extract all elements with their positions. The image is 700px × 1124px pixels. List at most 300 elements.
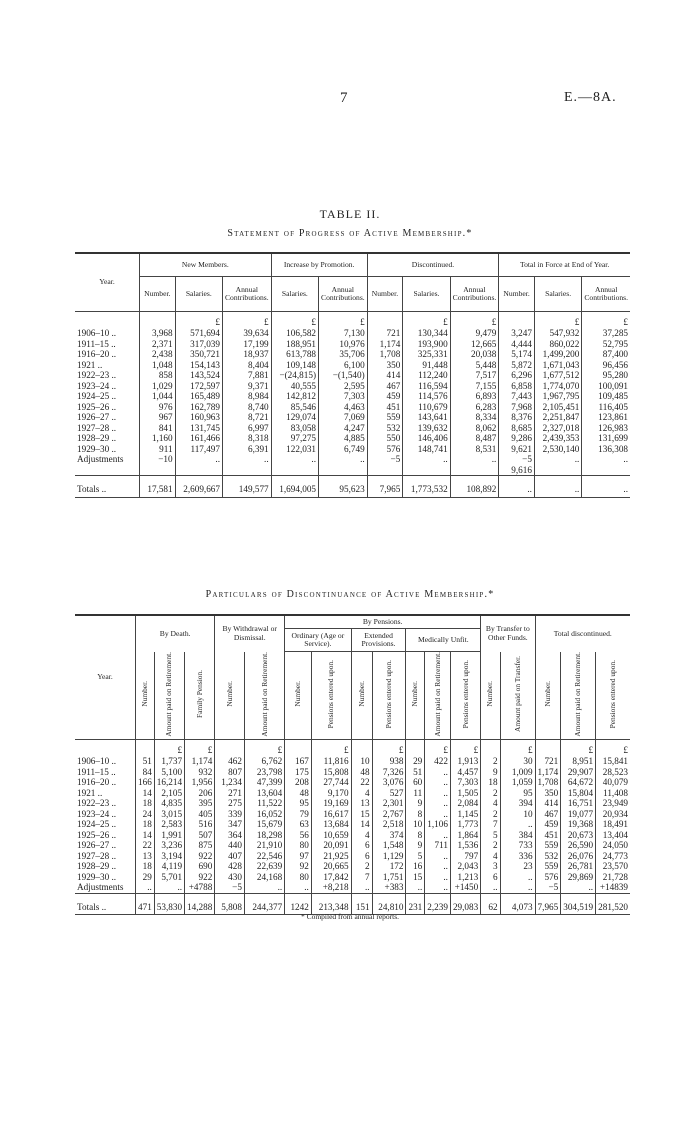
- column-header: [285, 652, 312, 740]
- table-cell: 10: [500, 809, 535, 820]
- table-cell: 4: [351, 788, 372, 799]
- table-cell: 462: [215, 756, 245, 767]
- table-cell: £: [534, 312, 581, 329]
- table-cell: 18: [136, 861, 155, 872]
- table-cell: 1,160: [140, 433, 176, 444]
- table-cell: 143,641: [403, 412, 450, 423]
- table-cell: 20,038: [450, 349, 499, 360]
- table-cell: 8,318: [222, 433, 271, 444]
- table-cell: 1,213: [450, 872, 480, 883]
- table-cell: 15: [351, 809, 372, 820]
- table-cell: 13: [136, 851, 155, 862]
- table-cell: 860,022: [534, 339, 581, 350]
- footnote: * Compiled from annual reports.: [300, 912, 400, 921]
- table-cell: [271, 465, 318, 476]
- table-cell: 162,789: [175, 402, 222, 413]
- table-cell: 161,466: [175, 433, 222, 444]
- table-cell: 459: [535, 819, 561, 830]
- column-header: Salaries.: [403, 277, 450, 312]
- table-cell: 26,076: [561, 851, 596, 862]
- table-cell: 1,536: [450, 840, 480, 851]
- table-cell: 92: [285, 861, 312, 872]
- table-cell: 110,679: [403, 402, 450, 413]
- table-cell: 53,830: [154, 893, 184, 915]
- table-cell: 6,749: [319, 444, 368, 455]
- table-row: [75, 861, 630, 872]
- table-cell: 96,456: [582, 360, 630, 371]
- column-header-label: Amount paid on Retirement.: [432, 652, 442, 737]
- table-cell: 83,058: [271, 423, 318, 434]
- table-cell: 576: [535, 872, 561, 883]
- table-cell: ..: [582, 454, 630, 465]
- table-row: [75, 402, 630, 413]
- table-cell: 4: [481, 798, 500, 809]
- row-label: 1921 ..: [77, 787, 103, 798]
- table-cell: 571,694: [175, 328, 222, 339]
- table-cell: 8,487: [450, 433, 499, 444]
- table-cell: 172,597: [175, 381, 222, 392]
- table-cell: 2,105,451: [534, 402, 581, 413]
- table-cell: ..: [450, 454, 499, 465]
- column-header-label: Amount paid on Transfer.: [512, 656, 522, 733]
- table-cell: 10,976: [319, 339, 368, 350]
- table-cell: 6: [481, 872, 500, 883]
- table-cell: 14,288: [185, 893, 215, 915]
- column-header: Salaries.: [175, 277, 222, 312]
- column-header-label: Pensions entered upon.: [384, 660, 394, 729]
- table-cell: 1,009: [500, 767, 535, 778]
- table-subtitle: Particulars of Discontinuance of Active Membership.*: [205, 589, 495, 600]
- row-label: 1922–23 ..: [77, 370, 117, 380]
- table-cell: 6,296: [499, 370, 535, 381]
- table-cell: £: [271, 312, 318, 329]
- table-cell: +8,218: [311, 882, 351, 893]
- table-row: [75, 381, 630, 392]
- row-label: [75, 312, 140, 329]
- table-cell: −(24,815): [271, 370, 318, 381]
- column-header: Salaries.: [271, 277, 318, 312]
- table-row: [75, 777, 630, 788]
- column-header-label: Amount paid on Retirement.: [164, 651, 174, 737]
- table-cell: £: [319, 312, 368, 329]
- row-label: 1906–10 ..: [77, 756, 117, 767]
- row-label: 1923–24 ..: [77, 808, 117, 819]
- table-cell: 35,706: [319, 349, 368, 360]
- table-cell: 938: [372, 756, 406, 767]
- table-cell: 2,530,140: [534, 444, 581, 455]
- table-cell: 60: [406, 777, 425, 788]
- row-label: 1922–23 ..: [77, 798, 117, 809]
- table-cell: 2: [351, 861, 372, 872]
- table-cell: −5: [499, 454, 535, 465]
- table-cell: 1,708: [535, 777, 561, 788]
- table-cell: 613,788: [271, 349, 318, 360]
- table-cell: 5,872: [499, 360, 535, 371]
- row-label: 1924–25 ..: [77, 819, 117, 830]
- row-label: Totals ..: [75, 893, 136, 915]
- table-cell: £: [244, 740, 284, 757]
- column-header: [425, 652, 451, 740]
- table-cell: 2: [481, 788, 500, 799]
- table-cell: 8,685: [499, 423, 535, 434]
- table-cell: 13: [351, 798, 372, 809]
- row-label: 1925–26 ..: [77, 829, 117, 840]
- table-cell: 27,744: [311, 777, 351, 788]
- table-row: [75, 851, 630, 862]
- table-cell: −5: [215, 882, 245, 893]
- table-cell: 527: [372, 788, 406, 799]
- table-cell: 2,439,353: [534, 433, 581, 444]
- table-cell: 1,174: [535, 767, 561, 778]
- table-cell: 16: [406, 861, 425, 872]
- table-cell: 8,404: [222, 360, 271, 371]
- table-cell: [215, 740, 245, 757]
- table-cell: ..: [425, 809, 451, 820]
- group-header: Discontinued.: [367, 253, 499, 277]
- table-row: [75, 809, 630, 820]
- table-row: [75, 465, 630, 476]
- table-cell: 8,740: [222, 402, 271, 413]
- table-cell: 29: [406, 756, 425, 767]
- column-header: [215, 652, 245, 740]
- table-subtitle: Statement of Progress of Active Membership.*: [227, 228, 473, 239]
- table-cell: 1,967,795: [534, 391, 581, 402]
- table-cell: 336: [500, 851, 535, 862]
- table-cell: 108,892: [450, 476, 499, 498]
- table-cell: 3,236: [154, 840, 184, 851]
- table-cell: 6,997: [222, 423, 271, 434]
- year-header: Year.: [75, 253, 140, 312]
- table-cell: +14839: [596, 882, 630, 893]
- table-cell: 26,781: [561, 861, 596, 872]
- progress-table: [75, 252, 630, 498]
- table-cell: 690: [185, 861, 215, 872]
- table-cell: 16,052: [244, 809, 284, 820]
- column-header-label: Number.: [485, 681, 495, 707]
- table-cell: 16,617: [311, 809, 351, 820]
- table-cell: 3,015: [154, 809, 184, 820]
- row-label: 1929–30 ..: [77, 871, 117, 882]
- table-row: [75, 339, 630, 350]
- table-cell: 3,194: [154, 851, 184, 862]
- table-cell: 123,861: [582, 412, 630, 423]
- table-cell: 15,679: [244, 819, 284, 830]
- column-header-label: Pensions entered upon.: [326, 660, 336, 729]
- table-cell: [285, 740, 312, 757]
- table-cell: 5,174: [499, 349, 535, 360]
- table-cell: 97: [285, 851, 312, 862]
- table-row: [75, 830, 630, 841]
- table-cell: 395: [185, 798, 215, 809]
- table-cell: 6,858: [499, 381, 535, 392]
- column-header-label: Number.: [293, 681, 302, 708]
- table-cell: ..: [285, 882, 312, 893]
- table-cell: 1,174: [367, 339, 403, 350]
- table-cell: 15,841: [596, 756, 630, 767]
- table-cell: 1,694,005: [271, 476, 318, 498]
- table-cell: +1450: [450, 882, 480, 893]
- table-cell: 7,517: [450, 370, 499, 381]
- table-cell: 20,934: [596, 809, 630, 820]
- table-cell: 7,303: [319, 391, 368, 402]
- row-label: 1911–15 ..: [77, 766, 116, 777]
- table-cell: 4,119: [154, 861, 184, 872]
- table-cell: 841: [140, 423, 176, 434]
- table-cell: 22: [136, 840, 155, 851]
- table-cell: 4: [351, 830, 372, 841]
- table-cell: 339: [215, 809, 245, 820]
- column-header-label: Amount paid on Retirement.: [259, 651, 269, 737]
- table-cell: [319, 465, 368, 476]
- table-cell: 143,524: [175, 370, 222, 381]
- row-label: 1929–30 ..: [77, 443, 117, 454]
- table-cell: 11,408: [596, 788, 630, 799]
- column-header-label: Family Pension.: [194, 670, 204, 719]
- table-row: [75, 444, 630, 455]
- table-cell: 1,059: [500, 777, 535, 788]
- row-label: 1924–25 ..: [77, 391, 117, 401]
- table-cell: 2,767: [372, 809, 406, 820]
- table-cell: 1,505: [450, 788, 480, 799]
- table-cell: [175, 465, 222, 476]
- row-label: Totals ..: [75, 476, 140, 498]
- table-cell: 7,965: [535, 893, 561, 915]
- table-cell: 2: [481, 756, 500, 767]
- table-cell: 15,804: [561, 788, 596, 799]
- table-cell: ..: [425, 851, 451, 862]
- row-label: 1926–27 ..: [77, 840, 117, 851]
- table-cell: 733: [500, 840, 535, 851]
- table-cell: 3,076: [372, 777, 406, 788]
- table-cell: 13,604: [244, 788, 284, 799]
- table-cell: 91,448: [403, 360, 450, 371]
- table-cell: [140, 312, 176, 329]
- table-cell: 167: [285, 756, 312, 767]
- table-cell: 3: [481, 861, 500, 872]
- table-cell: 11,816: [311, 756, 351, 767]
- table-cell: 18: [481, 777, 500, 788]
- table-cell: 17,581: [140, 476, 176, 498]
- table-cell: 29,869: [561, 872, 596, 883]
- column-header-label: Pensions entered upon.: [608, 659, 618, 729]
- table-cell: 8: [406, 809, 425, 820]
- row-label: 1916–20 ..: [77, 777, 117, 788]
- table-cell: ..: [154, 882, 184, 893]
- table-cell: 14: [136, 788, 155, 799]
- table-cell: 148,741: [403, 444, 450, 455]
- table-cell: [534, 465, 581, 476]
- table-cell: 231: [406, 893, 425, 915]
- table-cell: ..: [425, 788, 451, 799]
- table-cell: 7,443: [499, 391, 535, 402]
- column-header: Annual Contributions.: [450, 277, 499, 312]
- table-cell: 1,773: [450, 819, 480, 830]
- table-cell: ..: [222, 454, 271, 465]
- group-header: Ordinary (Age or Service).: [285, 629, 351, 652]
- column-header-label: Number.: [356, 681, 366, 708]
- table-row: [75, 476, 630, 498]
- table-cell: 559: [535, 840, 561, 851]
- table-row: [75, 328, 630, 339]
- table-cell: 1,708: [367, 349, 403, 360]
- table-cell: 19,077: [561, 809, 596, 820]
- table-cell: £: [222, 312, 271, 329]
- table-cell: 175: [285, 767, 312, 778]
- table-cell: 2,043: [450, 861, 480, 872]
- table-cell: 374: [372, 830, 406, 841]
- group-header: By Death.: [136, 615, 215, 652]
- table-cell: 1,956: [185, 777, 215, 788]
- table-cell: 3,968: [140, 328, 176, 339]
- table-cell: 56: [285, 830, 312, 841]
- table-cell: [140, 465, 176, 476]
- table-cell: 149,577: [222, 476, 271, 498]
- table-cell: [403, 465, 450, 476]
- table-cell: 19,169: [311, 798, 351, 809]
- table-row: [75, 756, 630, 767]
- table-cell: 23: [500, 861, 535, 872]
- table-cell: 271: [215, 788, 245, 799]
- group-header: Total in Force at End of Year.: [499, 253, 630, 277]
- table-cell: 4,835: [154, 798, 184, 809]
- table-cell: +4788: [185, 882, 215, 893]
- table-cell: 2,301: [372, 798, 406, 809]
- row-label: [75, 465, 140, 476]
- table-cell: 62: [481, 893, 500, 915]
- table-cell: 347: [215, 819, 245, 830]
- table-cell: 721: [535, 756, 561, 767]
- group-header: By Transfer to Other Funds.: [481, 615, 535, 652]
- column-header-label: Number.: [224, 681, 234, 707]
- table-cell: 80: [285, 872, 312, 883]
- table-cell: 471: [136, 893, 155, 915]
- table-cell: 576: [367, 444, 403, 455]
- table-cell: ..: [561, 882, 596, 893]
- table-cell: −5: [535, 882, 561, 893]
- column-header-label: Number.: [542, 681, 552, 707]
- table-cell: 5,701: [154, 872, 184, 883]
- row-label: 1928–29 ..: [77, 433, 117, 443]
- table-cell: ..: [425, 882, 451, 893]
- table-cell: 547,932: [534, 328, 581, 339]
- table-cell: −5: [367, 454, 403, 465]
- table-cell: 51: [136, 756, 155, 767]
- table-cell: 7,881: [222, 370, 271, 381]
- table-cell: 9,616: [499, 465, 535, 476]
- table-cell: 8,984: [222, 391, 271, 402]
- table-cell: 7,069: [319, 412, 368, 423]
- table-cell: 1,677,512: [534, 370, 581, 381]
- table-cell: 281,520: [596, 893, 630, 915]
- table-cell: 721: [367, 328, 403, 339]
- row-label: Adjustments: [77, 882, 124, 893]
- table-cell: 976: [140, 402, 176, 413]
- column-header: [154, 652, 184, 740]
- table-cell: 532: [367, 423, 403, 434]
- table-cell: £: [561, 740, 596, 757]
- table-cell: 2: [481, 809, 500, 820]
- table-cell: 858: [140, 370, 176, 381]
- table-cell: 26,590: [561, 840, 596, 851]
- table-row: [75, 360, 630, 371]
- table-cell: 9,170: [311, 788, 351, 799]
- table-cell: +383: [372, 882, 406, 893]
- table-cell: 97,275: [271, 433, 318, 444]
- group-header: Medically Unfit.: [406, 629, 481, 652]
- table-cell: 384: [500, 830, 535, 841]
- table-cell: ..: [500, 882, 535, 893]
- table-row: [75, 423, 630, 434]
- table-cell: 18,298: [244, 830, 284, 841]
- table-cell: 559: [535, 861, 561, 872]
- table-cell: 13,684: [311, 819, 351, 830]
- table-cell: 405: [185, 809, 215, 820]
- table-cell: 151: [351, 893, 372, 915]
- table-cell: 550: [367, 433, 403, 444]
- table-cell: 116,594: [403, 381, 450, 392]
- table-cell: 87,400: [582, 349, 630, 360]
- table-cell: 1,991: [154, 830, 184, 841]
- table-cell: 6,391: [222, 444, 271, 455]
- table-cell: 52,795: [582, 339, 630, 350]
- table-cell: 2,438: [140, 349, 176, 360]
- table-cell: 165,489: [175, 391, 222, 402]
- table-cell: 325,331: [403, 349, 450, 360]
- table-cell: ..: [406, 882, 425, 893]
- table-cell: ..: [425, 767, 451, 778]
- table-cell: [406, 740, 425, 757]
- table-cell: 8,721: [222, 412, 271, 423]
- table-cell: ..: [500, 872, 535, 883]
- row-label: Adjustments: [77, 454, 124, 464]
- row-label: 1926–27 ..: [77, 412, 117, 422]
- column-header-label: Number.: [139, 681, 149, 707]
- group-header: Total discontinued.: [535, 615, 630, 652]
- table-cell: 414: [535, 798, 561, 809]
- table-cell: 1,145: [450, 809, 480, 820]
- table-cell: 1,499,200: [534, 349, 581, 360]
- table-cell: ..: [403, 454, 450, 465]
- table-cell: 8,334: [450, 412, 499, 423]
- table-cell: 5,808: [215, 893, 245, 915]
- table-cell: 1,737: [154, 756, 184, 767]
- table-cell: ..: [534, 454, 581, 465]
- table-cell: 428: [215, 861, 245, 872]
- table-cell: 40,079: [596, 777, 630, 788]
- table-row: [75, 840, 630, 851]
- table-cell: 875: [185, 840, 215, 851]
- table-cell: 467: [535, 809, 561, 820]
- table-cell: ..: [500, 819, 535, 830]
- table-cell: 48: [285, 788, 312, 799]
- table-cell: 1,864: [450, 830, 480, 841]
- table-cell: 6,283: [450, 402, 499, 413]
- table-cell: 797: [450, 851, 480, 862]
- table-cell: 1,174: [185, 756, 215, 767]
- table-cell: 24,810: [372, 893, 406, 915]
- table-cell: 24,050: [596, 840, 630, 851]
- column-header: Annual Contributions.: [222, 277, 271, 312]
- group-header: By Pensions.: [285, 615, 481, 629]
- table-cell: £: [596, 740, 630, 757]
- row-label: 1927–28 ..: [77, 422, 117, 433]
- table-cell: [367, 312, 403, 329]
- table-cell: 2,105: [154, 788, 184, 799]
- column-header: Annual Contributions.: [319, 277, 368, 312]
- table-cell: 364: [215, 830, 245, 841]
- table-cell: 6: [351, 851, 372, 862]
- table-cell: 95: [500, 788, 535, 799]
